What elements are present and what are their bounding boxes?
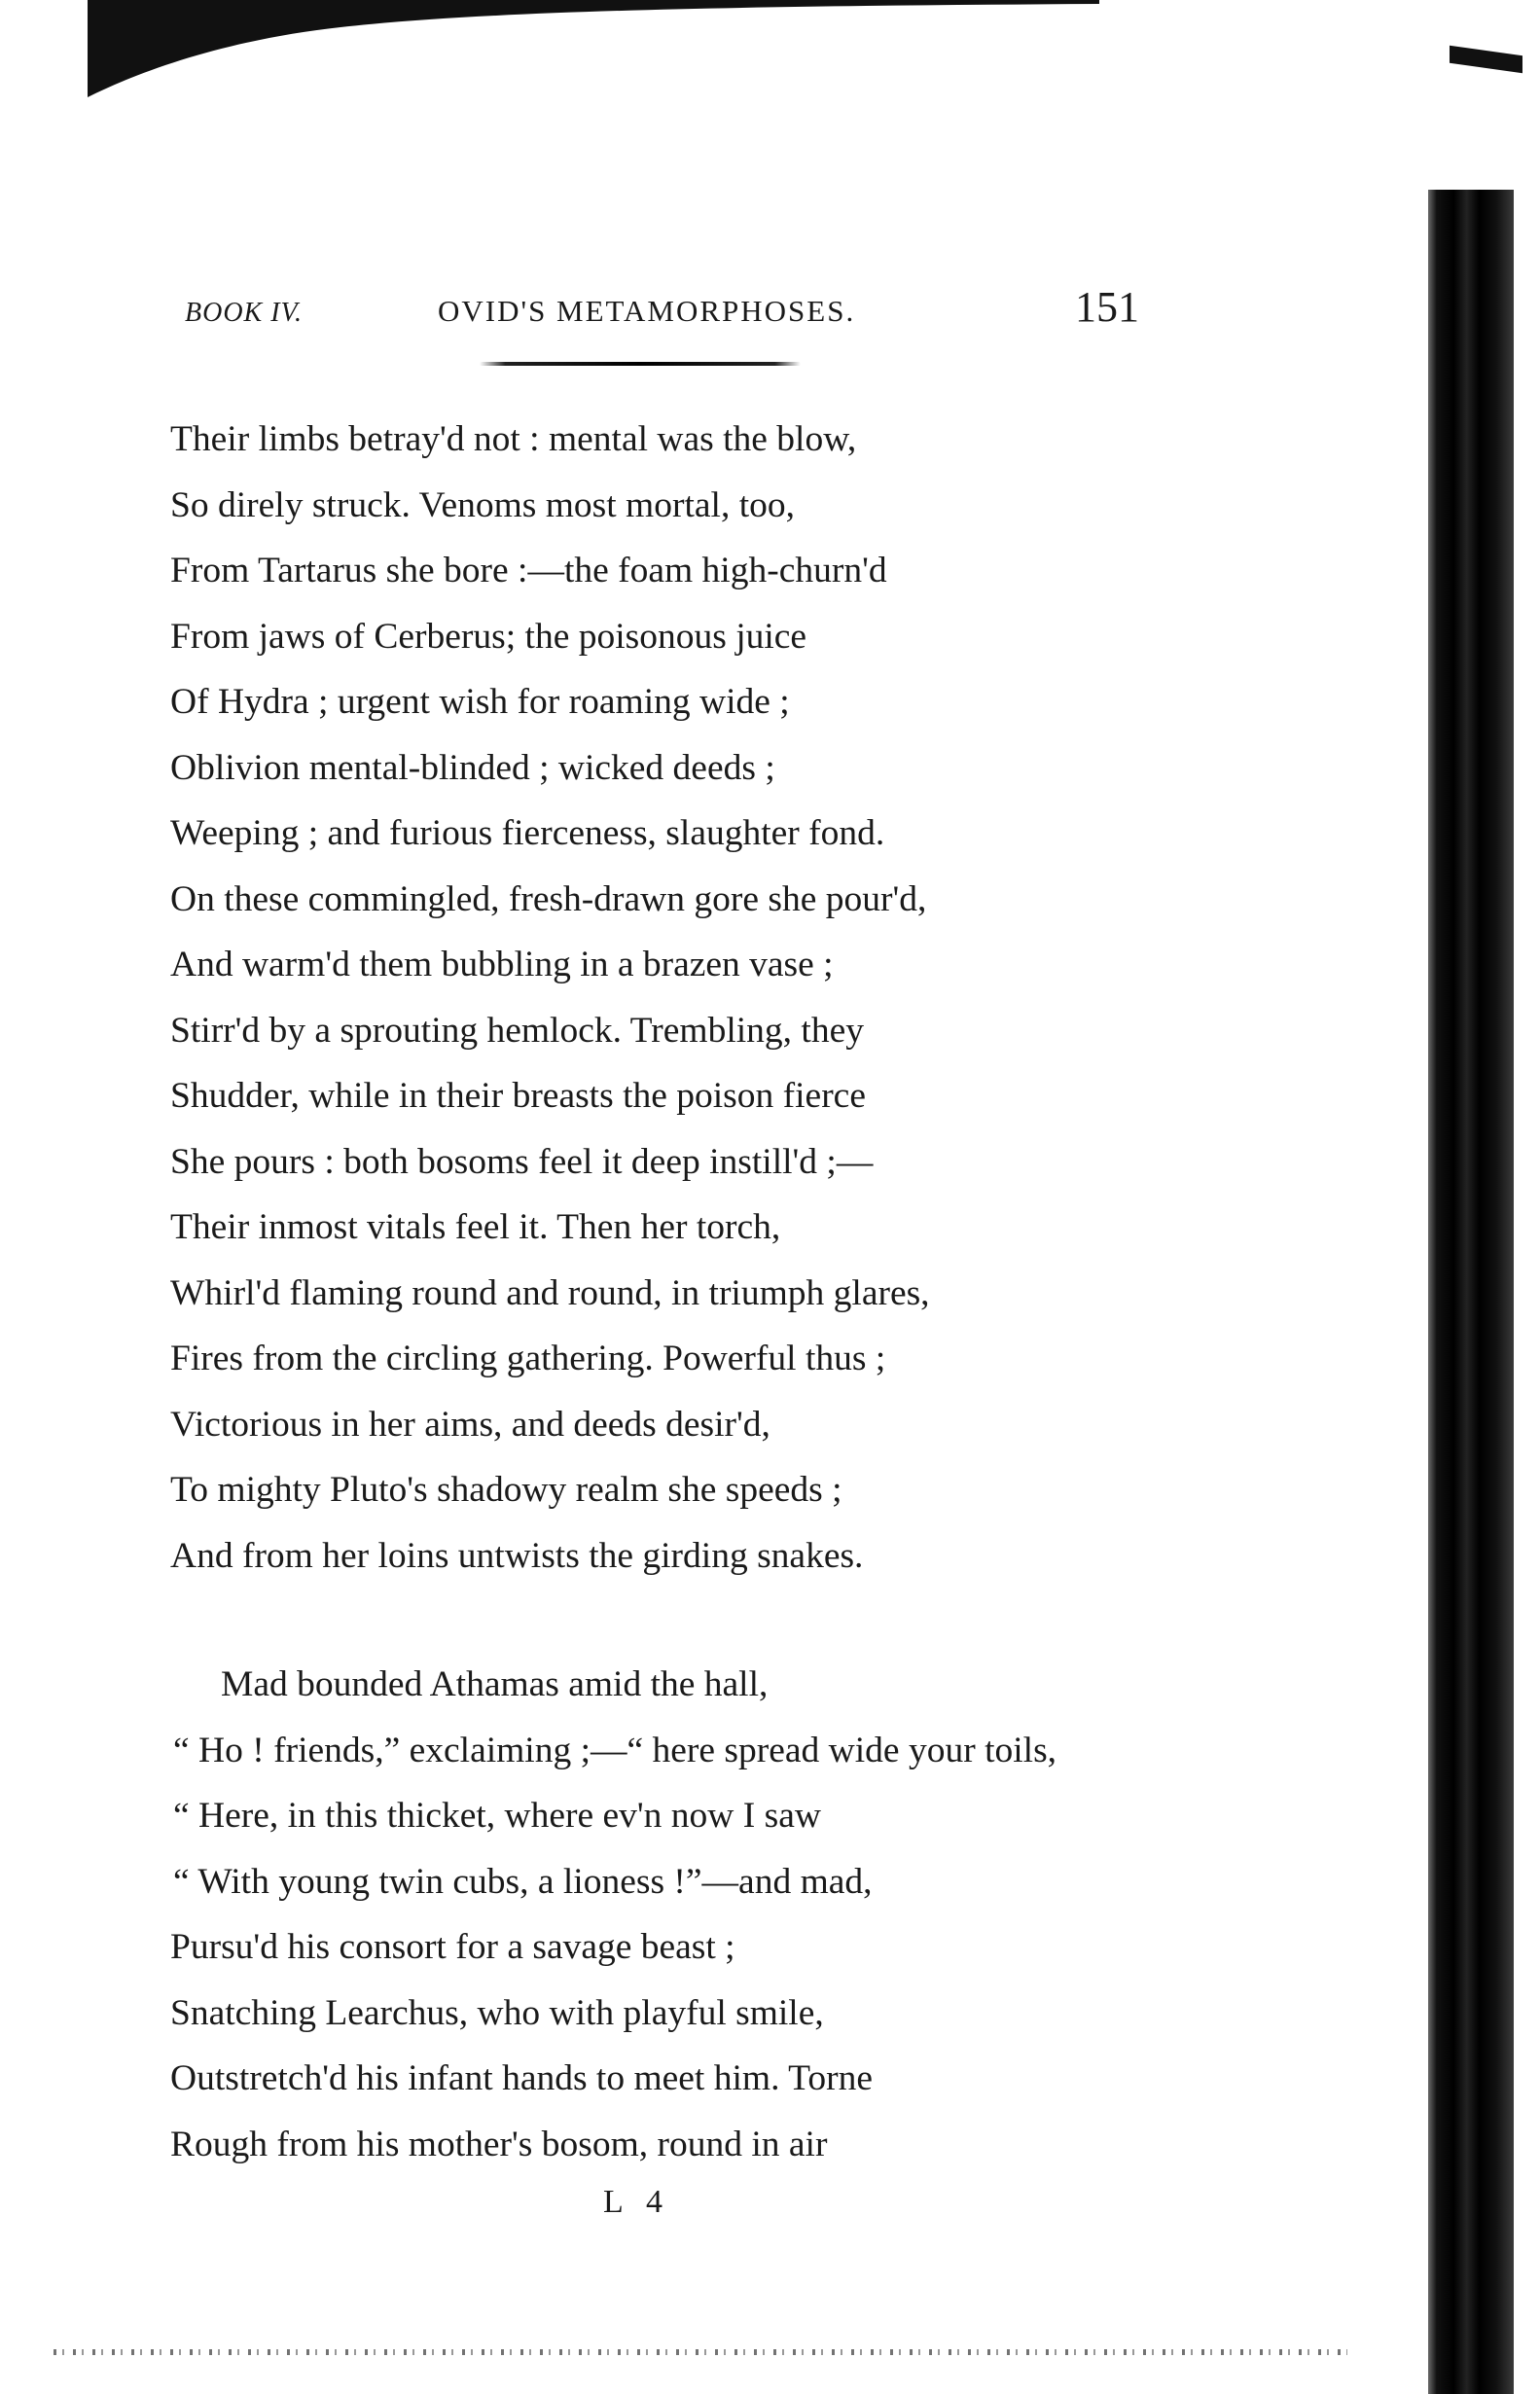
verse-line: From Tartarus she bore :—the foam high-churn'd	[170, 551, 887, 590]
verse-line: On these commingled, fresh-drawn gore she pour'd,	[170, 878, 927, 919]
header-rule	[480, 362, 801, 366]
verse-line: From jaws of Cerberus; the poisonous juice	[170, 616, 807, 657]
scan-noise-bottom	[54, 2349, 1347, 2355]
verse-line: Outstretch'd his infant hands to meet him. Torne	[170, 2058, 874, 2098]
verse-line: Mad bounded Athamas amid the hall,	[221, 1664, 769, 1704]
verse-line: Snatching Learchus, who with playful smile,	[170, 1992, 824, 2033]
verse-line: Fires from the circling gathering. Powerful thus ;	[170, 1339, 886, 1378]
verse-line: Victorious in her aims, and deeds desir'd,	[170, 1404, 770, 1445]
verse-line: To mighty Pluto's shadowy realm she speeds ;	[170, 1470, 842, 1510]
verse-line: Oblivion mental-blinded ; wicked deeds ;	[170, 747, 775, 788]
scan-mark-top-right	[1450, 46, 1522, 74]
book-number: BOOK IV.	[185, 298, 304, 328]
verse-line: Stirr'd by a sprouting hemlock. Trembling, they	[170, 1010, 864, 1051]
verse-line: Pursu'd his consort for a savage beast ;	[170, 1927, 735, 1967]
verse-line: Whirl'd flaming round and round, in triumph glares,	[170, 1272, 930, 1313]
verse-line: Of Hydra ; urgent wish for roaming wide ;	[170, 682, 790, 722]
verse-stanza-2	[170, 1652, 1143, 2177]
running-head	[185, 282, 1158, 340]
verse-line: Shudder, while in their breasts the poison fierce	[170, 1076, 866, 1116]
page-number: 151	[1075, 283, 1139, 331]
verse-line: Their limbs betray'd not : mental was the blow,	[170, 419, 857, 459]
verse-line: “ Ho ! friends,” exclaiming ;—“ here spread wide your toils,	[173, 1730, 1057, 1770]
verse-line: Weeping ; and furious fierceness, slaughter fond.	[170, 813, 885, 853]
verse-line: Their inmost vitals feel it. Then her torch,	[170, 1207, 781, 1247]
verse-line: And from her loins untwists the girding snakes.	[170, 1535, 864, 1576]
verse-line: “ With young twin cubs, a lioness !”—and mad,	[173, 1861, 873, 1902]
book-title: OVID'S METAMORPHOSES.	[438, 294, 856, 328]
verse-line: Rough from his mother's bosom, round in air	[170, 2124, 828, 2164]
verse-line: So direly struck. Venoms most mortal, too,	[170, 484, 795, 525]
verse-line: And warm'd them bubbling in a brazen vase ;	[170, 945, 834, 984]
verse-stanza-1	[170, 407, 1143, 1589]
verse-line: “ Here, in this thicket, where ev'n now I saw	[173, 1796, 821, 1836]
scan-shadow-right-edge	[1428, 190, 1514, 2394]
verse-line: She pours : both bosoms feel it deep instill'd ;—	[170, 1141, 874, 1182]
scan-shadow-top	[88, 0, 1099, 97]
signature-mark: L 4	[603, 2184, 671, 2220]
